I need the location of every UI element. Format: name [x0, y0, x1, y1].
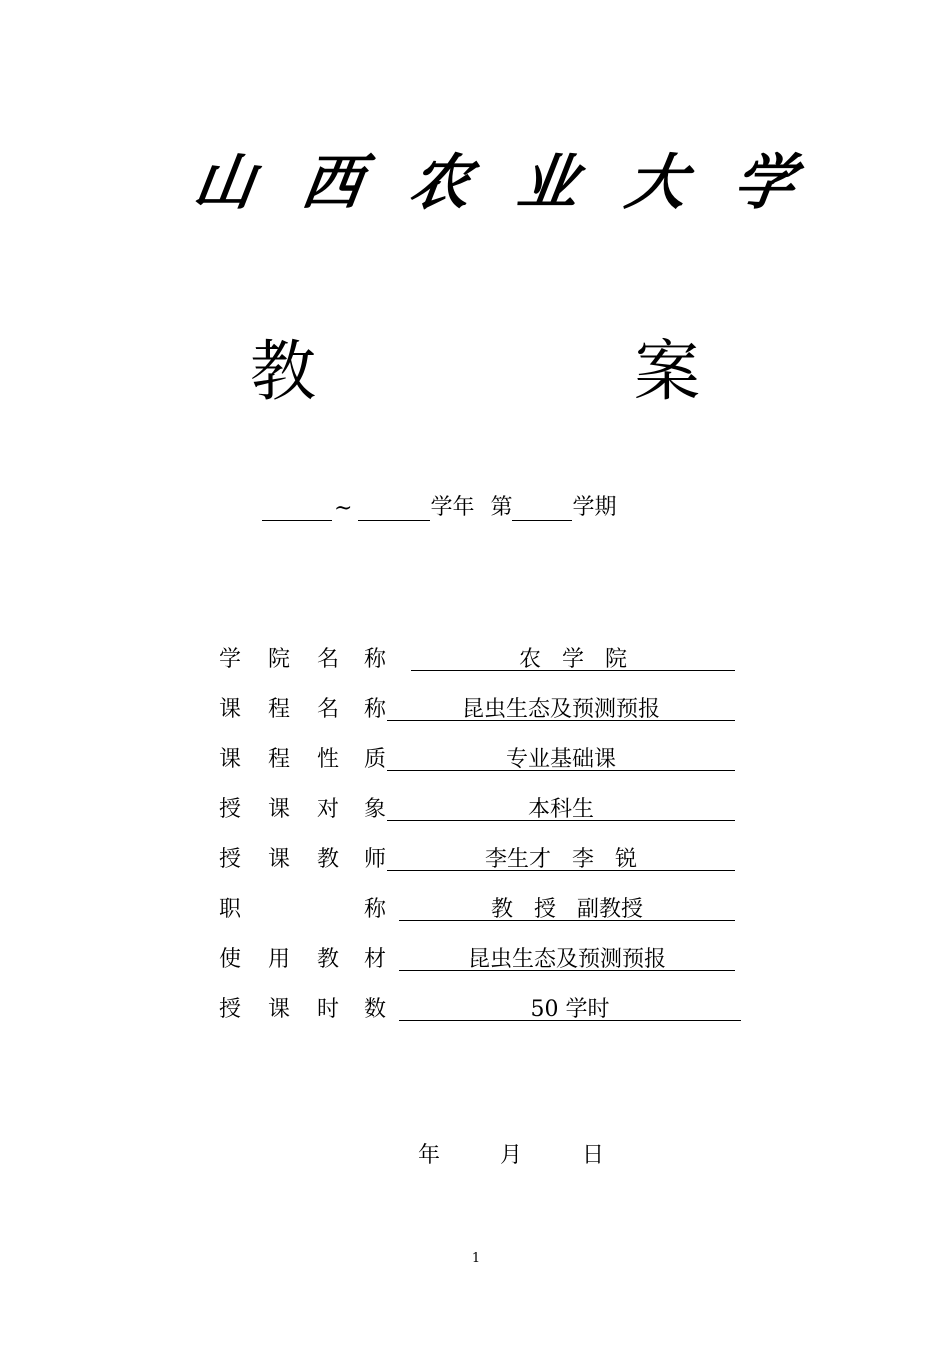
end-year-blank: [358, 496, 430, 521]
info-label: [219, 892, 389, 922]
university-char: 学: [729, 148, 800, 218]
info-row-course-type: [219, 738, 749, 788]
document-title-char: 教: [250, 333, 316, 410]
info-label: [219, 742, 389, 772]
label-char: 课: [268, 997, 291, 1022]
document-title: [250, 318, 700, 413]
label-char: 课: [268, 847, 291, 872]
document-title-char: 案: [634, 333, 700, 410]
info-value: 本科生: [387, 792, 735, 821]
label-char: 课: [219, 697, 242, 722]
info-row-textbook: [219, 938, 749, 988]
label-char: 课: [219, 747, 242, 772]
date-day: 日: [582, 1143, 605, 1168]
info-label: [219, 942, 389, 972]
date-month: 月: [500, 1143, 523, 1168]
info-label: [219, 992, 389, 1022]
university-char: 业: [513, 148, 584, 218]
info-row-course-name: [219, 688, 749, 738]
start-year-blank: [262, 496, 332, 521]
label-char: 授: [219, 997, 242, 1022]
label-char: 程: [268, 697, 291, 722]
label-char: 对: [317, 797, 340, 822]
info-label: [219, 692, 389, 722]
label-char: 称: [364, 647, 387, 672]
info-row-audience: [219, 788, 749, 838]
label-char: 材: [364, 947, 387, 972]
info-row-college: [219, 638, 749, 688]
info-value: 昆虫生态及预测预报: [387, 692, 735, 721]
label-char: 授: [219, 797, 242, 822]
term-line: [262, 490, 616, 521]
university-title: [189, 138, 800, 218]
label-char: 名: [317, 647, 340, 672]
date-line: [418, 1138, 664, 1169]
term-prefix: 第: [490, 495, 513, 520]
info-label: [219, 842, 389, 872]
label-char: 性: [317, 747, 340, 772]
label-char: 教: [317, 947, 340, 972]
term-suffix: 学期: [572, 495, 617, 520]
year-separator: ~: [334, 496, 353, 521]
info-row-title: [219, 888, 749, 938]
info-label: [219, 642, 389, 672]
label-char: 教: [317, 847, 340, 872]
label-char: 用: [268, 947, 291, 972]
university-char: 山: [189, 148, 260, 218]
label-char: 名: [317, 697, 340, 722]
course-info-table: [219, 638, 749, 1038]
university-char: 大: [621, 148, 692, 218]
info-row-teacher: [219, 838, 749, 888]
label-char: 院: [268, 647, 291, 672]
date-year: 年: [418, 1143, 441, 1168]
label-char: 授: [219, 847, 242, 872]
info-row-hours: [219, 988, 749, 1038]
label-char: 课: [268, 797, 291, 822]
label-char: 职: [219, 897, 242, 922]
label-char: 时: [317, 997, 340, 1022]
year-suffix: 学年: [430, 495, 475, 520]
label-char: 程: [268, 747, 291, 772]
term-number-blank: [512, 496, 572, 521]
info-value: 李生才 李 锐: [387, 842, 735, 871]
info-value: 昆虫生态及预测预报: [399, 942, 735, 971]
label-char: 质: [364, 747, 387, 772]
label-char: 称: [364, 697, 387, 722]
label-char: 使: [219, 947, 242, 972]
info-value: 农 学 院: [411, 642, 735, 671]
university-char: 农: [405, 148, 476, 218]
info-label: [219, 792, 389, 822]
info-value: 专业基础课: [387, 742, 735, 771]
label-char: 称: [364, 897, 387, 922]
page-number: 1: [471, 1251, 481, 1266]
label-char: 象: [364, 797, 387, 822]
label-char: 师: [364, 847, 387, 872]
label-char: 学: [219, 647, 242, 672]
label-char: 数: [364, 997, 387, 1022]
university-char: 西: [297, 148, 368, 218]
info-value: 教 授 副教授: [399, 892, 735, 921]
info-value: 50 学时: [399, 992, 741, 1021]
